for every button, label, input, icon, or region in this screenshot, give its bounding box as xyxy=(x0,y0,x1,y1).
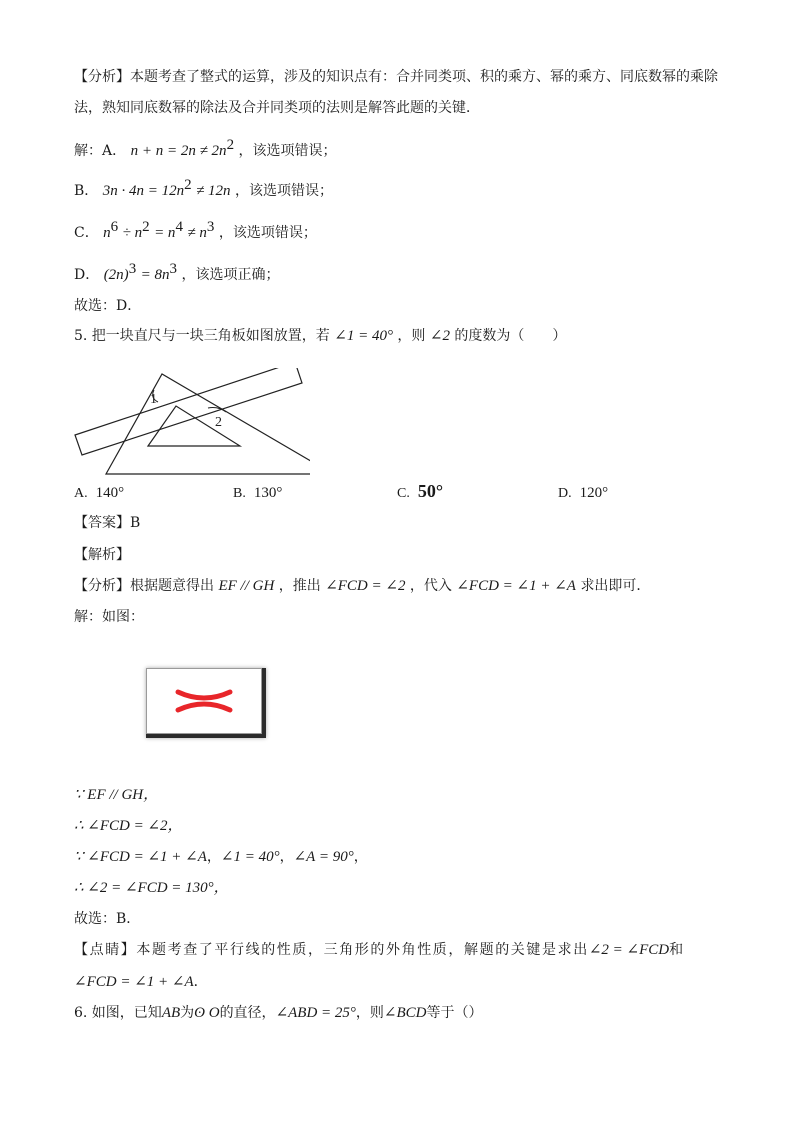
broken-image-icon xyxy=(146,668,262,734)
math-expr: = n xyxy=(154,225,176,241)
q5-step3 xyxy=(74,847,368,867)
stem-text: ，则 xyxy=(397,328,426,344)
punct: ， xyxy=(353,849,368,865)
q5-step4 xyxy=(74,878,229,898)
math-expr: 3n · 4n = 12n xyxy=(102,183,185,199)
analysis-text: 求出即可． xyxy=(580,578,651,594)
option-letter: D． xyxy=(74,267,100,283)
q5-option-c xyxy=(397,481,443,504)
broken-image-placeholder xyxy=(146,668,266,738)
option-letter: B． xyxy=(74,183,99,199)
q5-option-b xyxy=(233,483,282,504)
q4-option-b-solution xyxy=(74,175,333,201)
math-expr: ∠1 = 40° xyxy=(220,849,280,865)
verdict-text: ，该选项错误； xyxy=(238,143,337,159)
ruler-shape xyxy=(75,368,302,455)
math-expr: ≠ 12n xyxy=(196,183,231,199)
q5-step1 xyxy=(74,785,158,805)
q5-comment-line2 xyxy=(74,972,208,992)
exponent: 2 xyxy=(184,177,192,193)
q5-solve-figure: 解：如图： xyxy=(74,609,144,625)
math-expr: (2n) xyxy=(103,267,129,283)
q4-choose: 故选：D． xyxy=(74,298,142,314)
math-expr: ∴ ∠FCD = ∠2， xyxy=(74,818,183,834)
punct: ， xyxy=(206,849,221,865)
math-expr: ∠FCD = ∠1 + ∠A xyxy=(456,578,576,594)
q4-option-a-solution xyxy=(74,135,337,161)
math-expr: = 8n xyxy=(140,267,170,283)
q4-analysis-line2: 法，熟知同底数幂的除法及合并同类项的法则是解答此题的关键． xyxy=(74,100,480,116)
exponent: 6 xyxy=(110,219,119,235)
q5-explain-header: 【解析】 xyxy=(74,547,130,563)
stem-text: 的直径， xyxy=(219,1005,276,1021)
label-2: 2 xyxy=(215,415,222,430)
option-value: 50° xyxy=(417,481,444,501)
option-value: 140° xyxy=(95,485,125,501)
exponent: 3 xyxy=(206,219,215,235)
math-expr: n + n = 2n ≠ 2n xyxy=(130,143,227,159)
math-expr: ÷ n xyxy=(122,225,143,241)
q5-stem xyxy=(74,326,566,346)
q6-stem xyxy=(74,1003,483,1023)
q5-comment-line1 xyxy=(74,940,685,960)
comment-text: ． xyxy=(193,974,208,990)
math-expr: ∠FCD = ∠1 + ∠A xyxy=(74,974,194,990)
q4-option-c-solution xyxy=(74,217,317,243)
option-letter: B. xyxy=(233,486,246,501)
option-letter: C. xyxy=(397,486,410,501)
math-expr: ∵ EF // GH， xyxy=(74,787,159,803)
exponent: 2 xyxy=(142,219,150,235)
exponent: 3 xyxy=(169,261,178,277)
option-value: 120° xyxy=(579,485,609,501)
stem-text: 6. 如图，已知 xyxy=(74,1005,162,1021)
verdict-text: ，该选项错误； xyxy=(235,183,334,199)
math-expr: ∵ ∠FCD = ∠1 + ∠A xyxy=(74,849,207,865)
math-expr: ∠BCD xyxy=(383,1005,427,1021)
exponent: 2 xyxy=(226,137,235,153)
q5-option-d xyxy=(558,483,608,504)
stem-text: 为 xyxy=(180,1005,195,1021)
triangle-outer xyxy=(106,374,310,474)
q5-choose: 故选：B． xyxy=(74,911,141,927)
exponent: 4 xyxy=(175,219,183,235)
q5-analysis xyxy=(74,576,650,596)
stem-text: ，则 xyxy=(355,1005,384,1021)
math-expr: ∴ ∠2 = ∠FCD = 130°， xyxy=(74,880,229,896)
math-expr: AB xyxy=(161,1005,181,1021)
q5-option-a xyxy=(74,483,124,504)
exponent: 3 xyxy=(128,261,137,277)
punct: ， xyxy=(279,849,294,865)
math-expr: EF // GH xyxy=(218,578,275,594)
option-value: 130° xyxy=(253,485,283,501)
math-expr: ≠ n xyxy=(187,225,207,241)
verdict-text: ，该选项正确； xyxy=(181,267,280,283)
solve-prefix: 解：A． xyxy=(74,143,127,159)
math-expr: ∠2 xyxy=(429,328,450,344)
comment-text: 和 xyxy=(669,942,685,958)
analysis-text: 【分析】根据题意得出 xyxy=(74,578,214,594)
stem-text: 5. 把一块直尺与一块三角板如图放置，若 xyxy=(74,328,330,344)
label-1: 1 xyxy=(150,392,157,407)
math-expr: ∠2 = ∠FCD xyxy=(588,942,670,958)
analysis-text: ，代入 xyxy=(409,578,452,594)
math-expr: ∠A = 90° xyxy=(293,849,354,865)
comment-text: 【点睛】本题考查了平行线的性质，三角形的外角性质，解题的关键是求出 xyxy=(74,942,589,958)
option-letter: A. xyxy=(74,486,88,501)
stem-text: 等于（） xyxy=(426,1005,483,1021)
q5-step2 xyxy=(74,816,183,836)
math-expr: ∠1 = 40° xyxy=(334,328,393,344)
option-letter: C． xyxy=(74,225,99,241)
stem-text: 的度数为（ ） xyxy=(454,328,567,344)
ruler-triangle-figure xyxy=(70,368,310,478)
math-expr: ∠FCD = ∠2 xyxy=(325,578,406,594)
option-letter: D. xyxy=(558,486,572,501)
q5-answer: 【答案】B xyxy=(74,515,141,531)
q4-option-d-solution xyxy=(74,259,279,285)
verdict-text: ，该选项错误； xyxy=(218,225,317,241)
math-expr: n xyxy=(103,225,111,241)
analysis-text: ，推出 xyxy=(278,578,321,594)
math-expr: ʘ O xyxy=(194,1005,220,1021)
math-expr: ∠ABD = 25° xyxy=(275,1005,356,1021)
q4-analysis-line1: 【分析】本题考查了整式的运算，涉及的知识点有：合并同类项、积的乘方、幂的乘方、同底数幂的乘除 xyxy=(74,69,718,85)
